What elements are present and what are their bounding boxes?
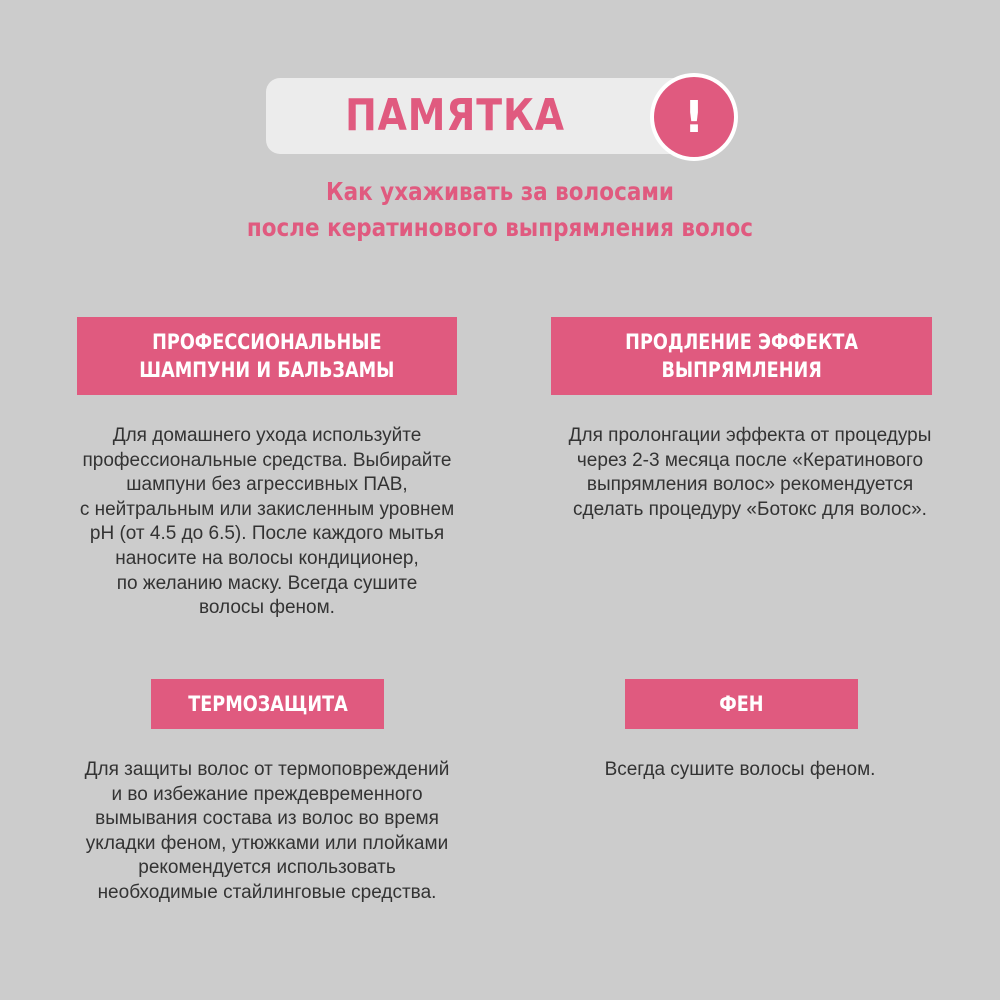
card-body-line: профессиональные средства. Выбирайте: [82, 449, 452, 471]
card-header-line: ТЕРМОЗАЩИТА: [187, 692, 348, 716]
card-body-line: необходимые стайлинговые средства.: [97, 881, 437, 903]
card-header-hair-dryer: [625, 679, 858, 729]
card-body-effect-extension: [520, 424, 980, 522]
card-body-line: Для пролонгации эффекта от процедуры: [568, 425, 932, 446]
card-body-line: pH (от 4.5 до 6.5). После каждого мытья: [89, 523, 445, 545]
card-body-professional-shampoos: [40, 424, 494, 621]
card-body-line: рекомендуется использовать: [138, 857, 396, 879]
card-body-line: по желанию маску. Всегда сушите: [116, 572, 418, 594]
card-body-line: вымывания состава из волос во время: [95, 808, 439, 830]
card-body-line: Для домашнего ухода используйте: [112, 425, 422, 446]
card-body-line: наносите на волосы кондиционер,: [115, 547, 419, 569]
card-header-professional-shampoos: [77, 317, 457, 395]
card-body-line: Всегда сушите волосы феном.: [604, 759, 876, 780]
card-body-hair-dryer: [520, 758, 960, 783]
card-body-line: волосы феном.: [199, 597, 335, 619]
card-body-line: выпрямления волос» рекомендуется: [586, 474, 914, 496]
card-header-effect-extension: [551, 317, 932, 395]
card-body-line: через 2-3 месяца после «Кератинового: [576, 449, 924, 471]
exclamation-icon: [654, 77, 734, 157]
card-header-line: ШАМПУНИ И БАЛЬЗАМЫ: [139, 358, 395, 382]
subtitle-line-1: Как ухаживать за волосами: [326, 177, 674, 206]
card-header-line: ФЕН: [719, 692, 764, 716]
title-banner: [266, 78, 712, 154]
card-body-line: с нейтральным или закисленным уровнем: [79, 498, 455, 520]
card-header-line: ВЫПРЯМЛЕНИЯ: [661, 358, 822, 382]
card-header-heat-protection: [151, 679, 384, 729]
card-header-line: ПРОДЛЕНИЕ ЭФФЕКТА: [625, 330, 858, 354]
card-body-line: сделать процедуру «Ботокс для волос».: [573, 498, 927, 520]
page-title: ПАМЯТКА: [345, 90, 565, 141]
exclamation-mark: !: [683, 92, 705, 143]
card-header-line: ПРОФЕССИОНАЛЬНЫЕ: [152, 330, 382, 354]
card-body-line: и во избежание преждевременного: [111, 783, 423, 805]
card-body-line: Для защиты волос от термоповреждений: [84, 759, 450, 780]
subtitle-line-2: после кератинового выпрямления волос: [246, 213, 754, 242]
card-body-line: укладки феном, утюжками или плойками: [85, 832, 449, 854]
card-body-heat-protection: [40, 758, 494, 906]
card-body-line: шампуни без агрессивных ПАВ,: [126, 474, 408, 496]
